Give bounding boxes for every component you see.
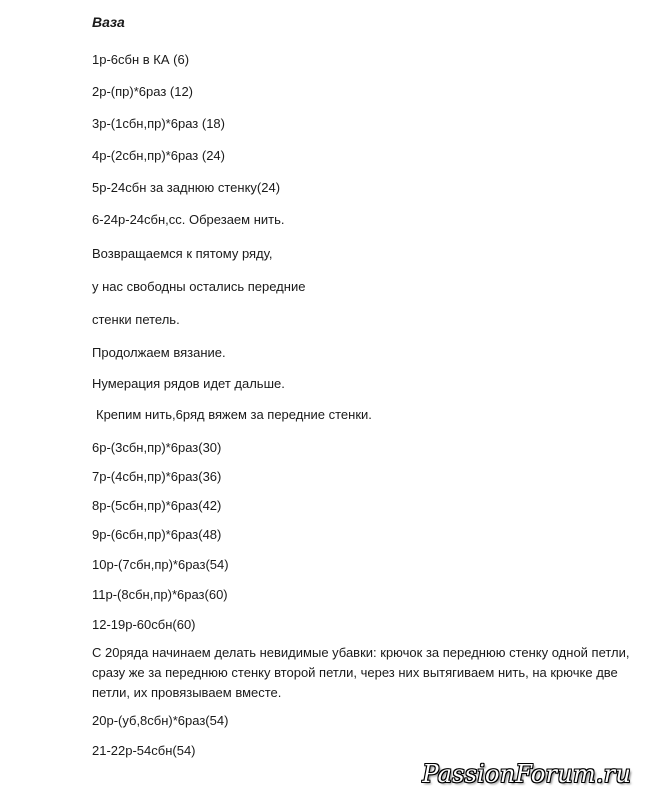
pattern-line: 3р-(1сбн,пр)*6раз (18): [92, 116, 225, 131]
pattern-line: Нумерация рядов идет дальше.: [92, 376, 285, 391]
decrease-instruction-paragraph: С 20ряда начинаем делать невидимые убавки: крючок за переднюю стенку одной петли, сразу же за переднюю стенку второй петли, через них вытягиваем нить, на крючке две петли, их провязываем вместе.: [92, 645, 630, 700]
pattern-line: 6р-(3сбн,пр)*6раз(30): [92, 440, 222, 455]
pattern-line: 4р-(2сбн,пр)*6раз (24): [92, 148, 225, 163]
document-title: Ваза: [92, 14, 125, 30]
pattern-line: 21-22р-54сбн(54): [92, 743, 196, 758]
pattern-line: 20р-(уб,8сбн)*6раз(54): [92, 713, 229, 728]
pattern-line: 5р-24сбн за заднюю стенку(24): [92, 180, 281, 195]
pattern-line: Крепим нить,6ряд вяжем за передние стенки.: [96, 407, 372, 422]
pattern-line: 10р-(7сбн,пр)*6раз(54): [92, 557, 229, 572]
pattern-line: 2р-(пр)*6раз (12): [92, 84, 194, 99]
pattern-line: 11р-(8сбн,пр)*6раз(60): [92, 587, 228, 602]
pattern-line: 7р-(4сбн,пр)*6раз(36): [92, 469, 222, 484]
pattern-line: стенки петель.: [92, 312, 180, 327]
pattern-line: 1р-6сбн в КА (6): [92, 52, 190, 67]
site-watermark: PassionForum.ru: [422, 760, 631, 788]
pattern-line: 9р-(6сбн,пр)*6раз(48): [92, 527, 222, 542]
pattern-line: 12-19р-60сбн(60): [92, 617, 196, 632]
pattern-line: Продолжаем вязание.: [92, 345, 226, 360]
pattern-line: 6-24р-24сбн,сс. Обрезаем нить.: [92, 212, 285, 227]
pattern-line: 8р-(5сбн,пр)*6раз(42): [92, 498, 222, 513]
pattern-line: у нас свободны остались передние: [92, 279, 306, 294]
pattern-line: Возвращаемся к пятому ряду,: [92, 246, 273, 261]
